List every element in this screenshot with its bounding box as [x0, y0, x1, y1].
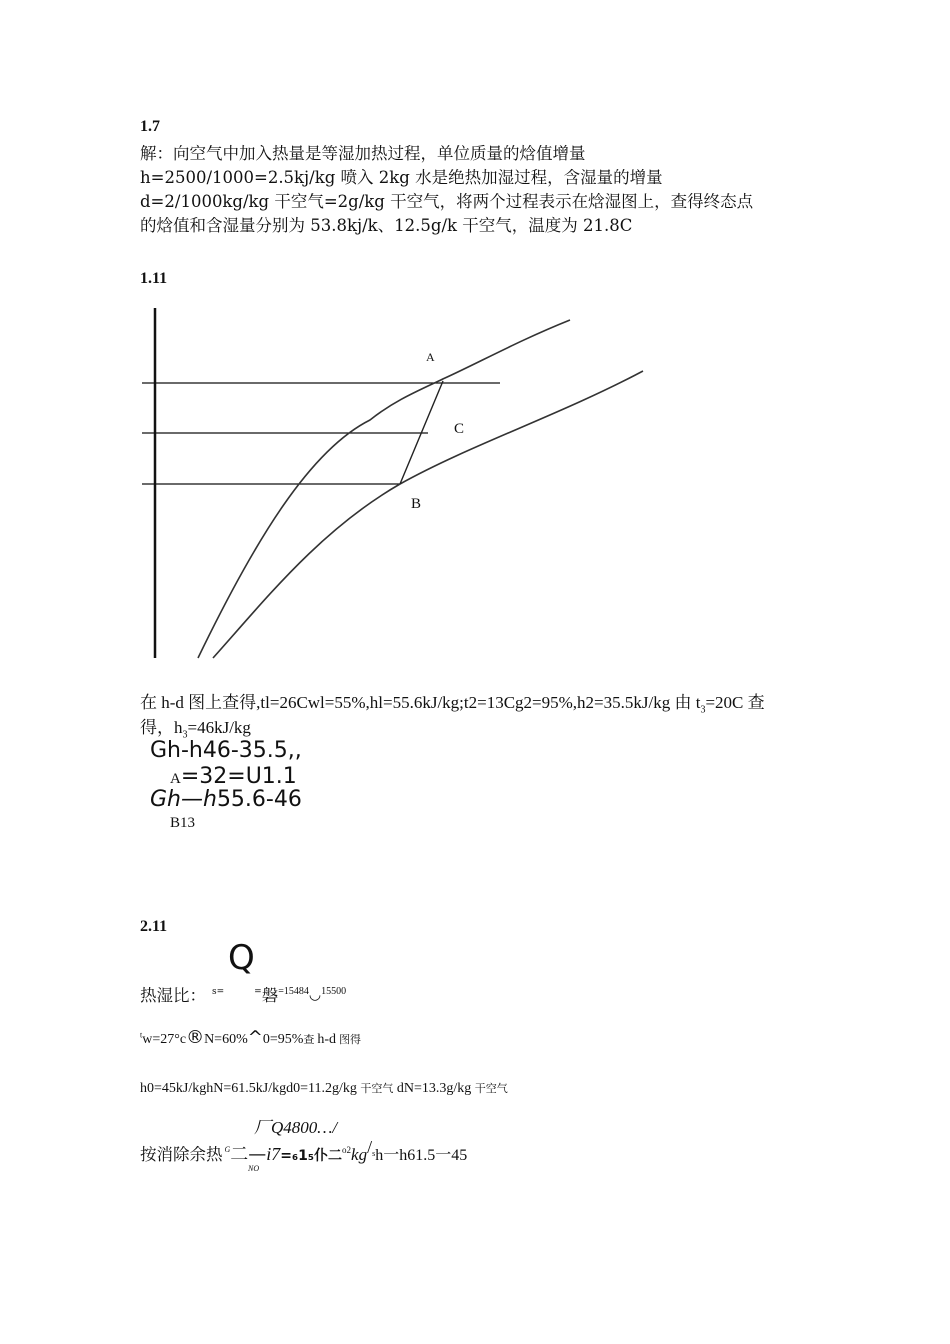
ratio-tail: 15500: [321, 986, 347, 997]
heat-tail: 一h61.5一45: [383, 1147, 468, 1164]
ratio-eq: =: [254, 987, 262, 997]
text-line: 解：向空气中加入热量是等湿加热过程，单位质量的焓值增量: [140, 144, 586, 163]
condition-line: [140, 1027, 361, 1048]
subscript: 3: [182, 729, 188, 741]
formula-big: =32=U1.1: [180, 764, 297, 789]
ratio-s: s=: [212, 987, 225, 997]
cond-tude: 图得: [339, 1034, 362, 1046]
text-line: h=2500/1000=2.5kj/kg 喷入 2kg 水是绝热加湿过程，含湿量的增量: [140, 168, 663, 187]
heat-subscript-no: NO: [248, 1164, 260, 1173]
text-segment: 在 h-d 图上查得,tl=26Cwl=55%,hl=55.6kJ/kg;t2=13Cg2=95%,h2=35.5kJ/kg 由 t: [140, 693, 701, 712]
formula-small: A: [170, 771, 181, 787]
heat-g: G: [224, 1145, 231, 1154]
values-a: h0=45kJ/kghN=61.5kJ/kgd0=11.2g/kg: [140, 1081, 357, 1096]
cond-w: w=27°c: [142, 1032, 187, 1047]
values-c: dN=13.3g/kg: [396, 1081, 472, 1096]
registered-glyph: ®: [186, 1027, 205, 1048]
ratio-values: =15484: [278, 986, 309, 997]
text-line: d=2/1000kg/kg 干空气=2g/kg 干空气，将两个过程表示在焓湿图上，查得终态点: [140, 192, 754, 211]
text-segment: =20C 查: [705, 693, 765, 712]
text-segment: 得，h: [140, 718, 183, 737]
heat-frac: =₆1₅仆二: [280, 1148, 343, 1164]
state-values-line: [140, 1080, 508, 1097]
cond-rest: 0=95%: [262, 1032, 304, 1047]
point-label-b: B: [411, 496, 422, 512]
heat-s: s: [372, 1149, 376, 1158]
formula-line-1: Gh-h46-35.5,,: [150, 738, 302, 763]
cond-cha: 查: [303, 1034, 315, 1046]
heat-mid: 二—: [230, 1144, 267, 1165]
subscript: 3: [700, 704, 706, 716]
section-heading-2-11: 2.11: [140, 918, 168, 935]
cond-t: t: [140, 1030, 143, 1040]
upper-curve: [198, 320, 570, 658]
heat-moisture-ratio-line: [140, 984, 346, 1008]
formula-line-4: B13: [170, 815, 196, 831]
section-1-11-line-2: [140, 713, 251, 740]
values-d: 干空气: [474, 1083, 508, 1095]
point-label-c: C: [454, 421, 465, 437]
heat-kg: kg: [351, 1145, 368, 1164]
values-b: 干空气: [360, 1083, 394, 1095]
heat-formula-top: 厂Q4800…/: [254, 1118, 338, 1137]
section-heading-1-11: 1.11: [140, 270, 168, 287]
heat-o2: o2: [342, 1145, 352, 1155]
heat-i: i7: [266, 1144, 281, 1164]
text-line: 的焓值和含湿量分别为 53.8kj/k、12.5g/k 干空气，温度为 21.8C: [140, 216, 633, 235]
q-symbol: Q: [228, 938, 255, 978]
section-heading-1-7: 1.7: [140, 118, 160, 135]
heat-formula-line: [140, 1137, 468, 1167]
formula-line-3: [150, 787, 302, 812]
caret-glyph: ^: [247, 1027, 263, 1048]
heat-label: 按消除余热: [140, 1145, 223, 1164]
heat-slash: /: [367, 1137, 373, 1157]
point-label-a: A: [426, 350, 435, 364]
heat-h: h: [375, 1147, 384, 1164]
tilde-mark: ◡: [308, 987, 322, 1003]
cond-n: N=60%: [204, 1032, 248, 1047]
ratio-char: 磐: [261, 986, 279, 1005]
text-segment: =46kJ/kg: [187, 718, 251, 737]
formula-value: 55.6-46: [216, 787, 302, 812]
cond-hd: h-d: [317, 1032, 337, 1047]
formula-line-2: [170, 764, 297, 789]
ratio-label: 热湿比：: [140, 986, 206, 1005]
formula-italic: Gh—h: [150, 787, 217, 812]
section-1-11-line-1: [140, 688, 765, 715]
